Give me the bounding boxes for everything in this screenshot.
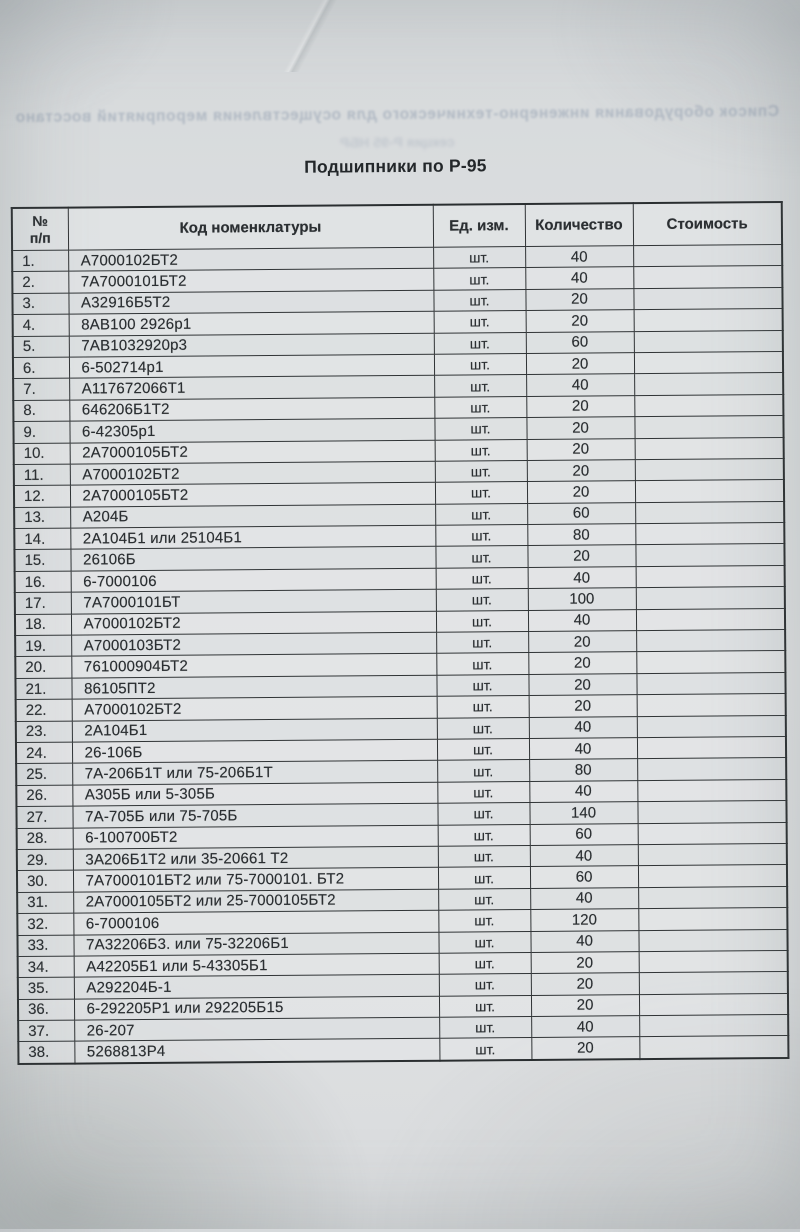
cell-row-number: 10. — [14, 443, 70, 465]
cell-code: 7А7000101БТ2 — [68, 269, 433, 293]
cell-quantity: 60 — [526, 331, 634, 353]
cell-quantity: 20 — [531, 1037, 639, 1060]
cell-cost — [634, 416, 783, 439]
cell-unit: шт. — [435, 460, 527, 482]
column-header-unit: Ед. изм. — [433, 204, 525, 247]
bleed-through-line-1: Список оборудования инженерно-технического для осуществления мероприятий восстано — [14, 103, 780, 127]
cell-quantity: 40 — [530, 887, 638, 909]
cell-unit: шт. — [438, 824, 530, 846]
table-body — [12, 244, 788, 1063]
cell-quantity: 40 — [525, 267, 633, 289]
cell-code: 6-100700БТ2 — [73, 825, 438, 849]
cell-row-number: 5. — [13, 336, 69, 358]
cell-cost — [639, 993, 788, 1016]
cell-row-number: 13. — [14, 507, 70, 529]
cell-code: 7А32206Б3. или 75-32206Б1 — [73, 932, 438, 956]
cell-quantity: 20 — [529, 695, 637, 717]
cell-cost — [637, 758, 786, 781]
cell-cost — [638, 822, 787, 845]
cell-quantity: 20 — [526, 395, 634, 417]
cell-cost — [637, 694, 786, 717]
cell-unit: шт. — [435, 482, 527, 504]
cell-row-number: 2. — [12, 271, 68, 293]
cell-code: А305Б или 5-305Б — [72, 782, 437, 806]
cell-cost — [637, 801, 786, 824]
cell-cost — [635, 458, 784, 481]
cell-code: А32916Б5Т2 — [68, 290, 433, 314]
cell-row-number: 32. — [17, 913, 73, 935]
cell-code: 26106Б — [70, 547, 435, 571]
cell-row-number: 25. — [16, 763, 72, 785]
cell-row-number: 38. — [18, 1042, 74, 1064]
cell-quantity: 60 — [530, 866, 638, 888]
cell-row-number: 16. — [15, 571, 71, 593]
cell-code: 6-42305р1 — [69, 418, 434, 442]
cell-unit: шт. — [439, 995, 531, 1017]
column-header-num-line1: № — [32, 212, 48, 229]
cell-cost — [635, 523, 784, 546]
cell-row-number: 14. — [14, 528, 70, 550]
cell-cost — [638, 908, 787, 931]
cell-code: 8АВ100 2926р1 — [69, 311, 434, 335]
cell-unit: шт. — [438, 888, 530, 910]
cell-code: 6-7000106 — [73, 910, 438, 934]
cell-cost — [637, 779, 786, 802]
cell-quantity: 40 — [528, 609, 636, 631]
cell-quantity: 20 — [525, 288, 633, 310]
cell-code: 86105ПТ2 — [71, 675, 436, 699]
cell-code: 26-207 — [74, 1017, 439, 1041]
cell-cost — [634, 330, 783, 353]
cell-row-number: 19. — [15, 635, 71, 657]
cell-quantity: 120 — [530, 909, 638, 931]
cell-quantity: 40 — [525, 246, 633, 268]
column-header-row-number — [12, 208, 68, 251]
bearings-table — [11, 201, 790, 1065]
cell-code: 7А-705Б или 75-705Б — [72, 803, 437, 827]
cell-cost — [639, 1015, 788, 1038]
cell-quantity: 40 — [530, 845, 638, 867]
cell-row-number: 35. — [18, 977, 74, 999]
cell-code: А7000103БТ2 — [71, 632, 436, 656]
cell-unit: шт. — [439, 974, 531, 996]
cell-code: А117672066Т1 — [69, 376, 434, 400]
cell-unit: шт. — [437, 803, 529, 825]
cell-code: 7А-206Б1Т или 75-206Б1Т — [72, 761, 437, 785]
cell-cost — [635, 480, 784, 503]
cell-quantity: 20 — [528, 673, 636, 695]
cell-unit: шт. — [437, 696, 529, 718]
cell-quantity: 20 — [531, 994, 639, 1016]
cell-code: 7А7000101БТ2 или 75-7000101. БТ2 — [73, 868, 438, 892]
cell-row-number: 17. — [15, 592, 71, 614]
cell-code: А292204Б-1 — [74, 974, 439, 998]
cell-quantity: 80 — [527, 524, 635, 546]
cell-quantity: 20 — [531, 952, 639, 974]
cell-code: 6-502714р1 — [69, 354, 434, 378]
cell-cost — [638, 886, 787, 909]
cell-row-number: 12. — [14, 485, 70, 507]
cell-unit: шт. — [437, 760, 529, 782]
cell-unit: шт. — [434, 418, 526, 440]
cell-row-number: 30. — [17, 870, 73, 892]
cell-quantity: 40 — [531, 1016, 639, 1038]
cell-row-number: 4. — [13, 314, 69, 336]
cell-code: 2А7000105БТ2 — [70, 483, 435, 507]
cell-quantity: 40 — [526, 374, 634, 396]
cell-cost — [638, 865, 787, 888]
cell-row-number: 26. — [16, 785, 72, 807]
column-header-quantity: Количество — [525, 203, 633, 246]
cell-unit: шт. — [435, 525, 527, 547]
cell-unit: шт. — [436, 653, 528, 675]
cell-quantity: 140 — [529, 802, 637, 824]
cell-cost — [633, 266, 782, 289]
cell-cost — [635, 544, 784, 567]
cell-quantity: 40 — [529, 780, 637, 802]
cell-row-number: 11. — [14, 464, 70, 486]
cell-code: А7000102БТ2 — [72, 696, 437, 720]
cell-quantity: 20 — [527, 481, 635, 503]
cell-unit: шт. — [437, 738, 529, 760]
cell-quantity: 20 — [526, 353, 634, 375]
cell-cost — [639, 972, 788, 995]
cell-unit: шт. — [436, 567, 528, 589]
cell-unit: шт. — [435, 546, 527, 568]
cell-unit: шт. — [434, 353, 526, 375]
cell-unit: шт. — [437, 781, 529, 803]
cell-quantity: 20 — [528, 652, 636, 674]
bleed-through-line-2: секция Р-95 НБР — [339, 133, 455, 151]
column-header-cost: Стоимость — [633, 202, 782, 246]
cell-row-number: 33. — [17, 935, 73, 957]
cell-quantity: 20 — [528, 631, 636, 653]
cell-quantity: 60 — [527, 502, 635, 524]
cell-unit: шт. — [436, 610, 528, 632]
cell-cost — [639, 1036, 788, 1059]
cell-unit: шт. — [435, 439, 527, 461]
cell-code: 5268813Р4 — [74, 1039, 439, 1064]
cell-code: 7А7000101БТ — [71, 589, 436, 613]
cell-cost — [634, 394, 783, 417]
cell-code: 7АВ1032920р3 — [69, 333, 434, 357]
cell-row-number: 9. — [13, 421, 69, 443]
cell-unit: шт. — [436, 632, 528, 654]
cell-unit: шт. — [436, 589, 528, 611]
cell-code: А7000102БТ2 — [70, 461, 435, 485]
cell-unit: шт. — [439, 1017, 531, 1039]
cell-quantity: 20 — [526, 417, 634, 439]
cell-row-number: 29. — [17, 849, 73, 871]
cell-code: А204Б — [70, 504, 435, 528]
cell-unit: шт. — [434, 311, 526, 333]
cell-cost — [633, 287, 782, 310]
cell-cost — [639, 950, 788, 973]
cell-code: 646206Б1Т2 — [69, 397, 434, 421]
cell-cost — [635, 501, 784, 524]
cell-cost — [636, 565, 785, 588]
cell-cost — [634, 351, 783, 374]
cell-code: 2А7000105БТ2 или 25-7000105БТ2 — [73, 889, 438, 913]
cell-unit: шт. — [438, 910, 530, 932]
cell-quantity: 40 — [528, 567, 636, 589]
cell-unit: шт. — [438, 845, 530, 867]
cell-row-number: 15. — [14, 550, 70, 572]
cell-row-number: 36. — [18, 999, 74, 1021]
cell-row-number: 37. — [18, 1020, 74, 1042]
cell-row-number: 18. — [15, 614, 71, 636]
cell-row-number: 24. — [16, 742, 72, 764]
cell-code: 3А206Б1Т2 или 35-20661 Т2 — [73, 846, 438, 870]
cell-unit: шт. — [436, 674, 528, 696]
cell-quantity: 20 — [527, 438, 635, 460]
cell-cost — [636, 587, 785, 610]
cell-unit: шт. — [439, 1038, 531, 1061]
cell-cost — [636, 630, 785, 653]
cell-row-number: 3. — [12, 293, 68, 315]
cell-row-number: 6. — [13, 357, 69, 379]
cell-row-number: 7. — [13, 378, 69, 400]
cell-quantity: 40 — [529, 716, 637, 738]
cell-row-number: 31. — [17, 892, 73, 914]
cell-cost — [636, 651, 785, 674]
cell-quantity: 100 — [528, 588, 636, 610]
cell-row-number: 34. — [18, 956, 74, 978]
cell-code: А7000102БТ2 — [68, 247, 433, 271]
cell-quantity: 20 — [531, 973, 639, 995]
cell-unit: шт. — [434, 375, 526, 397]
cell-unit: шт. — [439, 952, 531, 974]
cell-row-number: 21. — [15, 678, 71, 700]
cell-row-number: 28. — [17, 828, 73, 850]
cell-cost — [635, 437, 784, 460]
table-header-row — [12, 202, 782, 251]
document-title: Подшипники по Р-95 — [304, 155, 487, 177]
cell-quantity: 20 — [527, 545, 635, 567]
cell-cost — [634, 373, 783, 396]
cell-code: 2А7000105БТ2 — [70, 440, 435, 464]
cell-quantity: 60 — [530, 823, 638, 845]
cell-code: 2А104Б1 — [72, 718, 437, 742]
column-header-num-line2: п/п — [29, 229, 51, 246]
cell-row-number: 22. — [16, 699, 72, 721]
cell-quantity: 20 — [526, 310, 634, 332]
cell-cost — [634, 309, 783, 332]
cell-code: 6-7000106 — [71, 568, 436, 592]
cell-cost — [633, 244, 782, 267]
cell-cost — [636, 672, 785, 695]
cell-code: 26-106Б — [72, 739, 437, 763]
cell-cost — [638, 843, 787, 866]
cell-cost — [637, 736, 786, 759]
cell-cost — [638, 929, 787, 952]
cell-cost — [636, 608, 785, 631]
cell-row-number: 27. — [16, 806, 72, 828]
cell-unit: шт. — [434, 332, 526, 354]
cell-unit: шт. — [438, 931, 530, 953]
column-header-code: Код номенклатуры — [68, 205, 433, 250]
cell-row-number: 8. — [13, 400, 69, 422]
cell-quantity: 40 — [530, 930, 638, 952]
cell-unit: шт. — [437, 717, 529, 739]
cell-code: А7000102БТ2 — [71, 611, 436, 635]
cell-unit: шт. — [438, 867, 530, 889]
cell-row-number: 1. — [12, 250, 68, 272]
cell-row-number: 20. — [15, 657, 71, 679]
cell-quantity: 80 — [529, 759, 637, 781]
cell-quantity: 20 — [527, 460, 635, 482]
cell-code: 2А104Б1 или 25104Б1 — [70, 525, 435, 549]
cell-unit: шт. — [433, 268, 525, 290]
cell-cost — [637, 715, 786, 738]
cell-code: 6-292205Р1 или 292205Б15 — [74, 996, 439, 1020]
table-row — [18, 1036, 788, 1064]
cell-unit: шт. — [434, 396, 526, 418]
cell-unit: шт. — [433, 247, 525, 269]
cell-code: 761000904БТ2 — [71, 654, 436, 678]
cell-row-number: 23. — [16, 721, 72, 743]
cell-unit: шт. — [433, 289, 525, 311]
cell-unit: шт. — [435, 503, 527, 525]
cell-code: А42205Б1 или 5-43305Б1 — [74, 953, 439, 977]
cell-quantity: 40 — [529, 738, 637, 760]
